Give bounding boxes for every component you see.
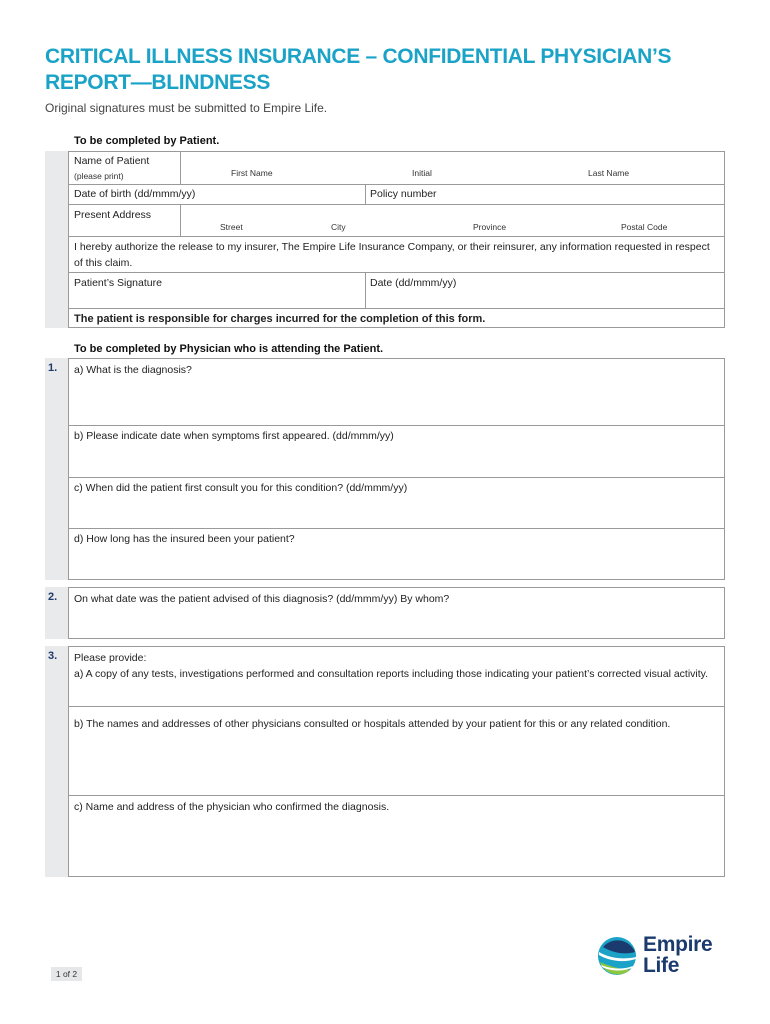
logo-empire: Empire bbox=[643, 933, 713, 956]
q1c-label: c) When did the patient first consult you for this condition? (dd/mmm/yy) bbox=[74, 482, 408, 494]
q1b-label: b) Please indicate date when symptoms first appeared. (dd/mmm/yy) bbox=[74, 430, 394, 442]
charges-note: The patient is responsible for charges incurred for the completion of this form. bbox=[74, 313, 486, 325]
divider bbox=[68, 706, 725, 707]
form-title-line2: REPORT—BLINDNESS bbox=[45, 71, 271, 94]
province-label: Province bbox=[473, 222, 507, 232]
q1d-label: d) How long has the insured been your patient? bbox=[74, 533, 295, 545]
policy-number-field[interactable] bbox=[366, 185, 724, 204]
form-title bbox=[45, 44, 745, 96]
question-1-number: 1. bbox=[48, 362, 58, 374]
other-physicians-field[interactable] bbox=[69, 733, 724, 794]
question-3-number: 3. bbox=[48, 650, 58, 662]
q1-margin bbox=[45, 358, 68, 580]
signature-date-field[interactable] bbox=[366, 273, 724, 308]
logo-text bbox=[643, 934, 712, 976]
postal-code-label: Postal Code bbox=[621, 222, 668, 232]
q3b-label: b) The names and addresses of other physicians consulted or hospitals attended by your patient for this or any related condition. bbox=[74, 718, 671, 730]
q3a-label: a) A copy of any tests, investigations performed and consultation reports including those indicating your patient’s corrected visual activity. bbox=[74, 668, 709, 680]
divider bbox=[68, 308, 725, 309]
present-address-label: Present Address bbox=[74, 209, 152, 221]
date-of-birth-field[interactable] bbox=[69, 185, 365, 204]
divider bbox=[68, 528, 725, 529]
city-label: City bbox=[331, 222, 346, 232]
page-number: 1 of 2 bbox=[51, 967, 82, 981]
diagnosis-field[interactable] bbox=[69, 378, 724, 424]
empire-life-logo bbox=[597, 934, 727, 978]
patient-section-heading: To be completed by Patient. bbox=[74, 135, 220, 147]
physician-section-heading: To be completed by Physician who is attending the Patient. bbox=[74, 343, 384, 355]
last-name-label: Last Name bbox=[588, 168, 630, 178]
logo-life: Life bbox=[643, 954, 680, 977]
signature-date-label: Date (dd/mmm/yy) bbox=[370, 277, 457, 289]
date-of-birth-label: Date of birth (dd/mmm/yy) bbox=[74, 188, 196, 200]
authorization-statement: I hereby authorize the release to my insurer, The Empire Life Insurance Company, or their reinsurer, any information requested in respect of this claim. bbox=[74, 241, 710, 269]
confirming-physician-field[interactable] bbox=[69, 815, 724, 876]
q1a-label: a) What is the diagnosis? bbox=[74, 364, 192, 376]
q2-label: On what date was the patient advised of this diagnosis? (dd/mmm/yy) By whom? bbox=[74, 593, 450, 605]
q3-margin bbox=[45, 646, 68, 877]
symptoms-date-field[interactable] bbox=[69, 444, 724, 476]
patient-signature-field[interactable] bbox=[69, 273, 365, 308]
patient-signature-label: Patient’s Signature bbox=[74, 277, 162, 289]
please-print-hint: (please print) bbox=[74, 171, 124, 181]
diagnosis-advised-field[interactable] bbox=[69, 607, 724, 638]
divider bbox=[68, 236, 725, 237]
divider bbox=[68, 477, 725, 478]
form-title-line1: CRITICAL ILLNESS INSURANCE – CONFIDENTIAL PHYSICIAN’S bbox=[45, 45, 672, 68]
first-name-label: First Name bbox=[231, 168, 273, 178]
first-consult-date-field[interactable] bbox=[69, 496, 724, 527]
patient-section-margin bbox=[45, 151, 68, 328]
divider bbox=[68, 425, 725, 426]
patient-duration-field[interactable] bbox=[69, 547, 724, 579]
q3c-label: c) Name and address of the physician who confirmed the diagnosis. bbox=[74, 801, 390, 813]
question-2-number: 2. bbox=[48, 591, 58, 603]
initial-label: Initial bbox=[412, 168, 432, 178]
street-label: Street bbox=[220, 222, 243, 232]
policy-number-label: Policy number bbox=[370, 188, 437, 200]
form-subtitle: Original signatures must be submitted to Empire Life. bbox=[45, 101, 328, 115]
divider bbox=[68, 795, 725, 796]
empire-life-logo-icon bbox=[597, 935, 637, 977]
q3-intro: Please provide: bbox=[74, 652, 147, 664]
name-of-patient-label: Name of Patient bbox=[74, 155, 150, 167]
